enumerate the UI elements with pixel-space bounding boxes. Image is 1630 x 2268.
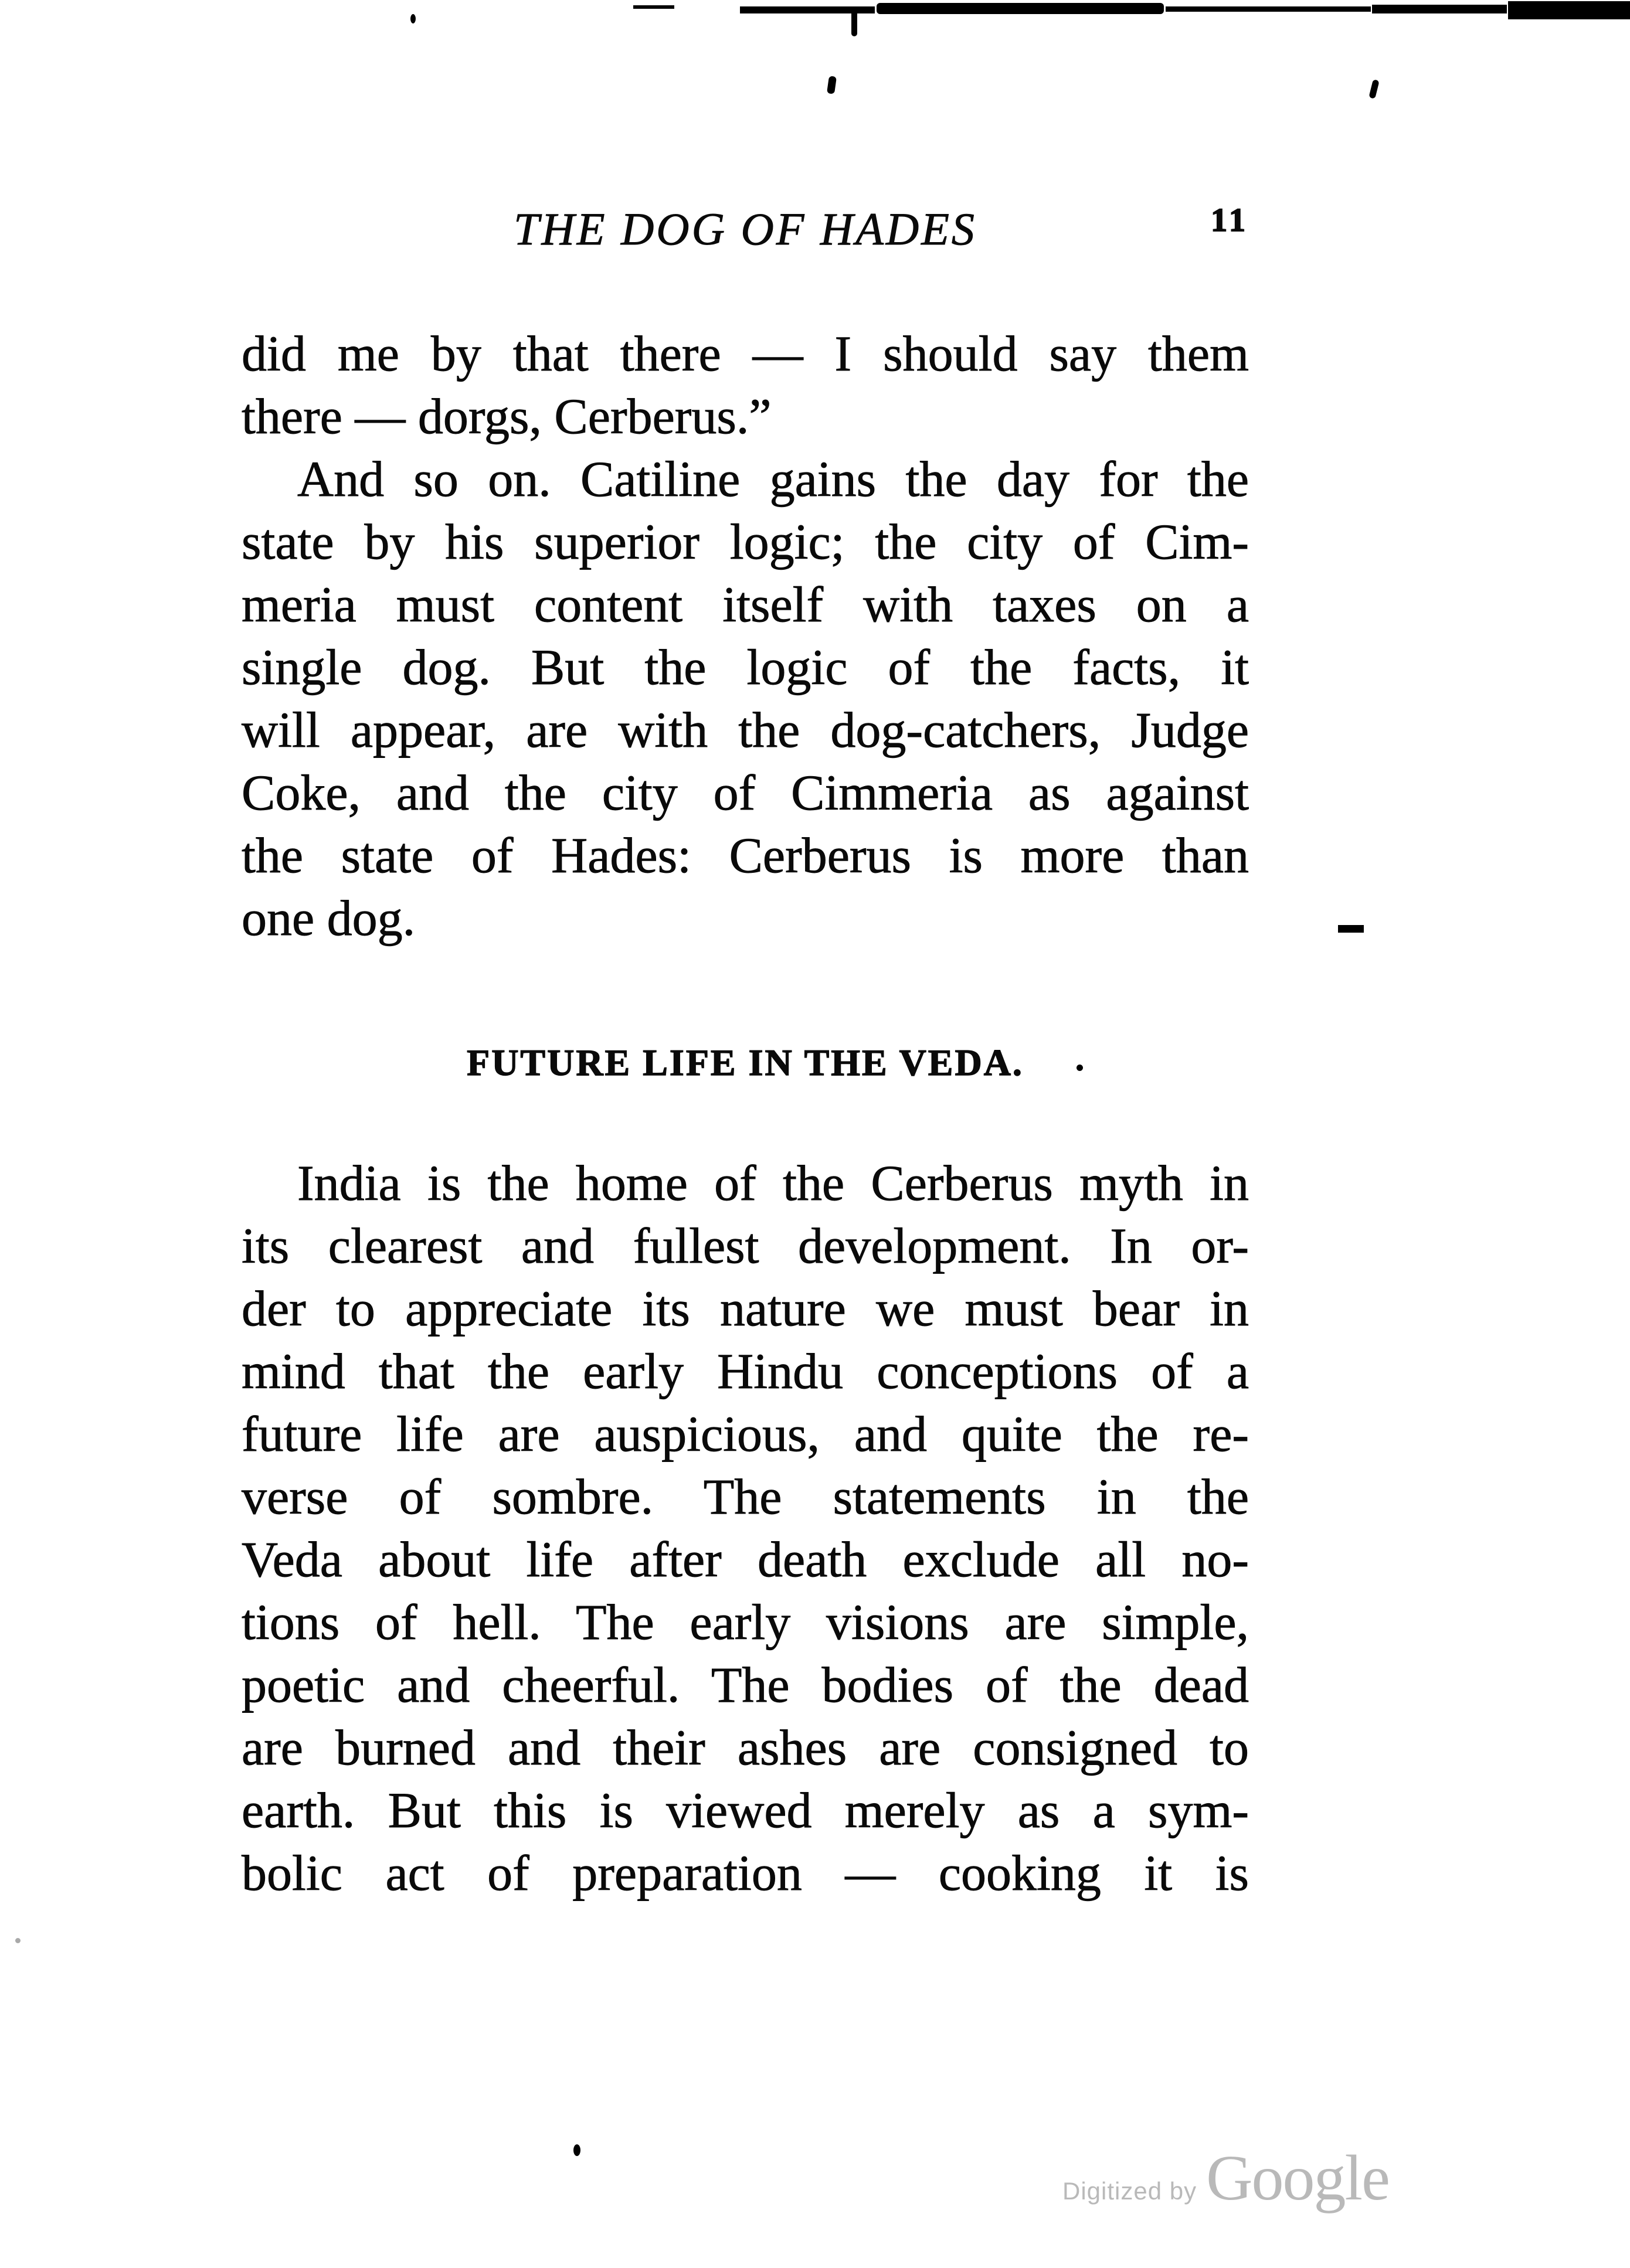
page-number: 11 [1211, 202, 1249, 239]
text-line: verse of sombre. The statements in the [242, 1468, 1249, 1525]
running-head-title: THE DOG OF HADES [514, 203, 977, 254]
scan-artifact-speck [1077, 1065, 1083, 1071]
digitized-by-label: Digitized by [1062, 2177, 1197, 2205]
text-line: der to appreciate its nature we must bear in [242, 1280, 1249, 1337]
text-line: future life are auspicious, and quite the re- [242, 1406, 1249, 1462]
scan-artifact-top-line [1508, 1, 1630, 19]
text-line: earth. But this is viewed merely as a sym- [242, 1782, 1249, 1838]
scan-artifact-dash [1338, 925, 1364, 933]
text-line: single dog. But the logic of the facts, it [242, 639, 1249, 695]
text-line: state by his superior logic; the city of Cim- [242, 514, 1249, 570]
scan-artifact-speck [410, 14, 416, 23]
scan-artifact-top-line [633, 5, 674, 9]
text-line: Veda about life after death exclude all no- [242, 1531, 1249, 1587]
text-line: will appear, are with the dog-catchers, Judge [242, 702, 1249, 758]
body-text-upper [242, 322, 1249, 950]
text-line: are burned and their ashes are consigned to [242, 1719, 1249, 1776]
text-line: mind that the early Hindu conceptions of a [242, 1343, 1249, 1399]
text-line: And so on. Catiline gains the day for the [297, 451, 1249, 507]
scan-artifact-top-line [1166, 6, 1371, 12]
running-head [242, 202, 1249, 254]
scan-artifact-top-line [1372, 5, 1507, 13]
scan-artifact-speck [573, 2144, 580, 2156]
text-line: the state of Hades: Cerberus is more than [242, 827, 1249, 883]
scan-artifact-speck [1368, 79, 1379, 99]
text-line: poetic and cheerful. The bodies of the dead [242, 1657, 1249, 1713]
text-line: India is the home of the Cerberus myth in [297, 1155, 1249, 1211]
text-line: there — dorgs, Cerberus.” [242, 388, 772, 444]
text-line: tions of hell. The early visions are simple, [242, 1594, 1249, 1650]
text-line: one dog. [242, 890, 416, 946]
google-digitization-watermark [1062, 2141, 1389, 2215]
section-heading: FUTURE LIFE IN THE VEDA. [467, 1042, 1024, 1083]
google-logo: Google [1206, 2142, 1389, 2213]
scan-artifact-speck [851, 11, 857, 36]
text-line: Coke, and the city of Cimmeria as against [242, 764, 1249, 821]
scan-artifact-top-line [877, 3, 1164, 14]
text-line: bolic act of preparation — cooking it is [242, 1845, 1249, 1901]
text-line: its clearest and fullest development. In or- [242, 1218, 1249, 1274]
text-line: did me by that there — I should say them [242, 325, 1249, 382]
text-line: meria must content itself with taxes on a [242, 576, 1249, 633]
scan-artifact-speck [827, 76, 837, 94]
scan-artifact-speck [15, 1938, 21, 1943]
body-text-lower [242, 1152, 1249, 1905]
